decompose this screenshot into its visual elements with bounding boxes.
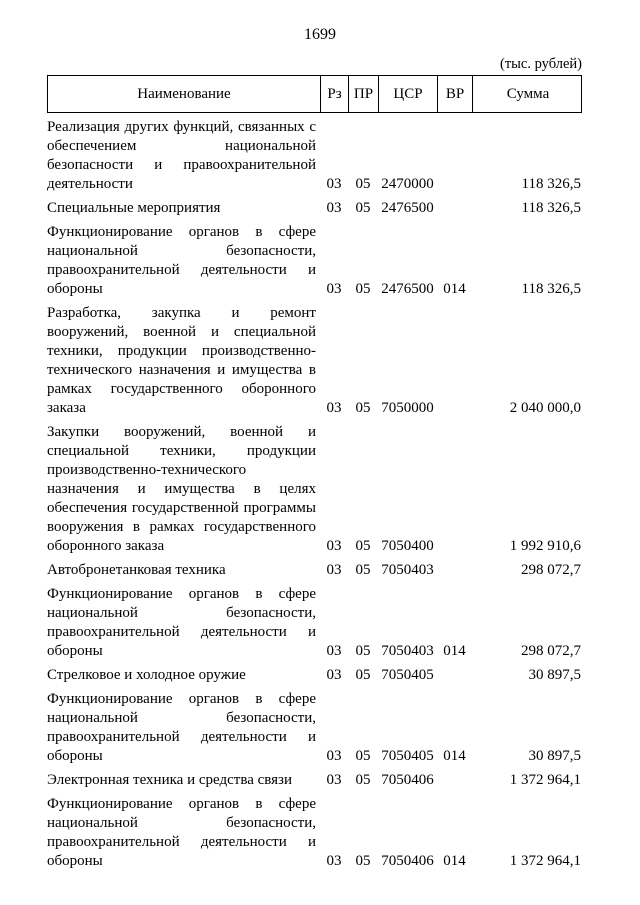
row-summa: 118 326,5	[521, 176, 581, 192]
row-summa: 1 372 964,1	[509, 772, 581, 788]
row-pr: 05	[355, 748, 371, 764]
row-summa: 118 326,5	[521, 281, 581, 297]
header-name: Наименование	[48, 76, 321, 112]
row-csr: 7050406	[381, 853, 434, 869]
row-name: Специальные мероприятия	[47, 200, 221, 216]
row-name: Стрелковое и холодное оружие	[47, 667, 246, 683]
table-row	[47, 585, 582, 661]
table-row	[47, 304, 582, 418]
row-csr: 7050403	[381, 562, 434, 578]
row-name: Функционирование органов в сфере национальной безопасности, правоохранительной деятельности и обороны	[47, 224, 316, 297]
row-csr: 7050406	[381, 772, 434, 788]
row-rz: 03	[326, 200, 342, 216]
row-pr: 05	[355, 643, 371, 659]
row-pr: 05	[355, 562, 371, 578]
row-summa: 1 992 910,6	[509, 538, 581, 554]
row-summa: 1 372 964,1	[509, 853, 581, 869]
table-header-row	[47, 75, 582, 113]
row-pr: 05	[355, 772, 371, 788]
page-number: 1699	[304, 26, 336, 43]
header-rz: Рз	[321, 76, 349, 112]
budget-table	[47, 75, 582, 871]
row-rz: 03	[326, 400, 342, 416]
row-pr: 05	[355, 200, 371, 216]
row-rz: 03	[326, 281, 342, 297]
row-pr: 05	[355, 176, 371, 192]
row-pr: 05	[355, 400, 371, 416]
row-rz: 03	[326, 176, 342, 192]
table-row	[47, 795, 582, 871]
row-vr: 014	[443, 643, 466, 659]
header-summa: Сумма	[506, 85, 550, 102]
row-csr: 7050000	[381, 400, 434, 416]
row-name: Функционирование органов в сфере национальной безопасности, правоохранительной деятельности и обороны	[47, 796, 316, 869]
row-csr: 7050405	[381, 667, 434, 683]
units-note: (тыс. рублей)	[500, 56, 582, 72]
row-name: Функционирование органов в сфере национальной безопасности, правоохранительной деятельности и обороны	[47, 586, 316, 659]
row-summa: 2 040 000,0	[509, 400, 581, 416]
row-pr: 05	[355, 853, 371, 869]
row-name: Реализация других функций, связанных с обеспечением национальной безопасности и правоохранительной деятельности	[47, 119, 316, 192]
row-name: Разработка, закупка и ремонт вооружений, военной и специальной техники, продукции производственно-технического назначения и имущества в рамках государственного оборонного заказа	[47, 305, 316, 416]
row-summa: 30 897,5	[528, 748, 581, 764]
row-csr: 2476500	[381, 200, 434, 216]
row-name: Функционирование органов в сфере национальной безопасности, правоохранительной деятельности и обороны	[47, 691, 316, 764]
row-pr: 05	[355, 538, 371, 554]
table-row	[47, 771, 582, 790]
row-summa: 298 072,7	[521, 562, 581, 578]
row-pr: 05	[355, 667, 371, 683]
row-csr: 7050403	[381, 643, 434, 659]
table-row	[47, 423, 582, 556]
row-csr: 2470000	[381, 176, 434, 192]
table-row	[47, 666, 582, 685]
row-name: Автобронетанковая техника	[47, 562, 226, 578]
row-rz: 03	[326, 853, 342, 869]
row-csr: 7050400	[381, 538, 434, 554]
row-rz: 03	[326, 667, 342, 683]
row-vr: 014	[443, 853, 466, 869]
row-vr: 014	[443, 281, 466, 297]
row-csr: 2476500	[381, 281, 434, 297]
row-summa: 118 326,5	[521, 200, 581, 216]
header-pr: ПР	[349, 76, 379, 112]
row-name: Электронная техника и средства связи	[47, 772, 293, 788]
row-summa: 298 072,7	[521, 643, 581, 659]
row-rz: 03	[326, 748, 342, 764]
row-summa: 30 897,5	[528, 667, 581, 683]
row-csr: 7050405	[381, 748, 434, 764]
row-rz: 03	[326, 562, 342, 578]
row-rz: 03	[326, 643, 342, 659]
row-rz: 03	[326, 772, 342, 788]
table-row	[47, 118, 582, 194]
row-pr: 05	[355, 281, 371, 297]
row-rz: 03	[326, 538, 342, 554]
table-row	[47, 690, 582, 766]
row-vr: 014	[443, 748, 466, 764]
header-csr: ЦСР	[379, 76, 438, 112]
table-row	[47, 223, 582, 299]
header-vr: ВР	[438, 76, 473, 112]
row-name: Закупки вооружений, военной и специальной техники, продукции производственно-технического назначения и имущества в целях обеспечения государственной программы вооружения в рамках государственного оборонного заказа	[47, 424, 316, 554]
table-row	[47, 561, 582, 580]
table-row	[47, 199, 582, 218]
